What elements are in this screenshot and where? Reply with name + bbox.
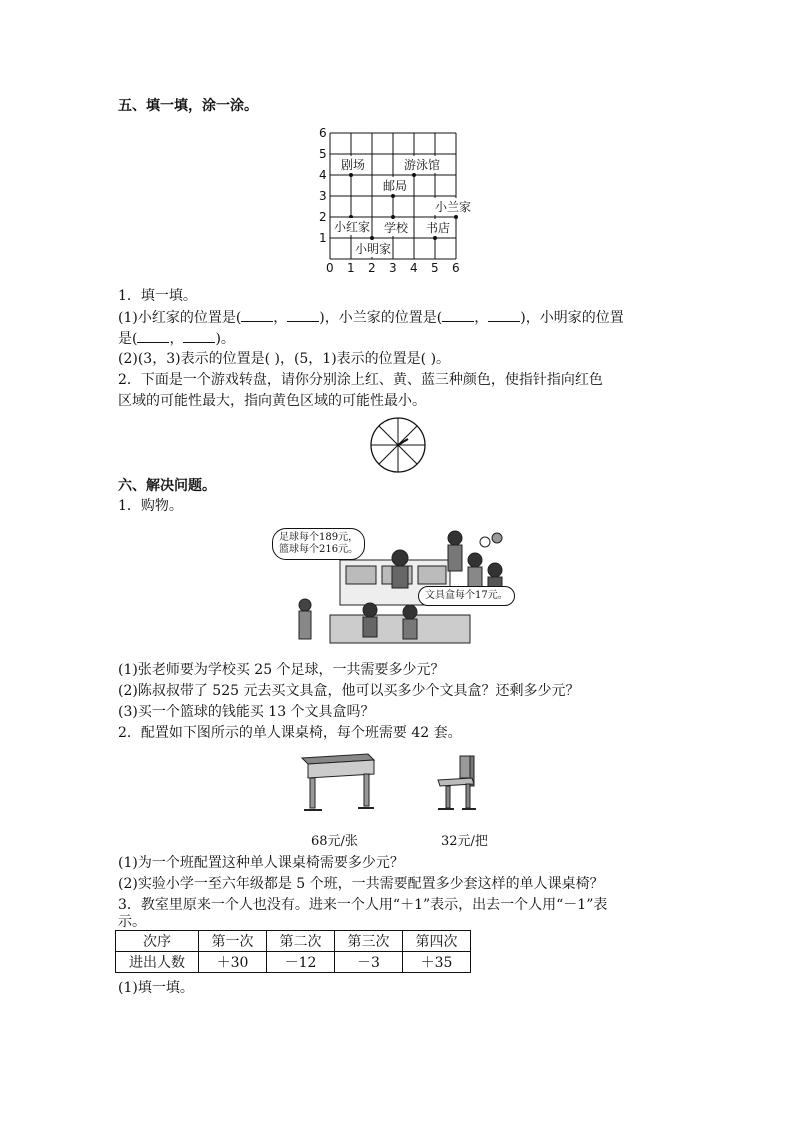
x-tick-0: 0 (326, 261, 334, 275)
section-6-title: 六、解决问题。 (118, 478, 216, 494)
bubble-basketball-price: 篮球每个216元。 (279, 544, 359, 555)
price-bubble-balls (272, 528, 365, 560)
desk-illustration (298, 752, 376, 814)
s5-q1-2: (2)(3，3)表示的位置是( )，(5，1)表示的位置是( )。 (118, 351, 451, 367)
s5-q1-1-c: )，小兰家的位置是( (319, 310, 443, 326)
chair-price: 32元/把 (441, 834, 488, 849)
table-header-cell: 次序 (116, 931, 199, 952)
s6-q3-line2: 示。 (118, 914, 146, 930)
blank-xiaoming-y[interactable] (183, 328, 215, 343)
s5-q1-1-line2 (118, 328, 235, 349)
place-pool: 游泳馆 (404, 158, 441, 172)
table-cell: －3 (335, 952, 403, 973)
x-tick-3: 3 (389, 261, 397, 275)
shopping-scene (270, 520, 522, 650)
s6-q1-title: 1．购物。 (118, 498, 183, 514)
s5-q1-1-f: )。 (215, 331, 235, 347)
place-school: 学校 (384, 221, 409, 235)
s5-q1-1-a: (1)小红家的位置是( (118, 310, 242, 326)
place-xiaolan: 小兰家 (435, 200, 472, 214)
s5-q1-1-d: )，小明家的位置 (520, 310, 624, 326)
price-bubble-pencilbox (418, 586, 515, 606)
s5-q2-line2: 区域的可能性最大，指向黄色区域的可能性最小。 (118, 393, 426, 409)
table-cell: ＋35 (403, 952, 471, 973)
coordinate-grid (310, 125, 490, 280)
blank-xiaohong-x[interactable] (241, 307, 273, 322)
table-header-row (116, 931, 471, 952)
x-tick-6: 6 (452, 261, 460, 275)
bubble-football-price: 足球每个189元， (279, 532, 359, 543)
place-xiaoming: 小明家 (355, 242, 392, 256)
table-header-cell: 第三次 (335, 931, 403, 952)
s6-q2-1: (1)为一个班配置这种单人课桌椅需要多少元？ (118, 855, 404, 871)
s6-q3-line1: 3．教室里原来一个人也没有。进来一个人用“＋1”表示，出去一个人用“－1”表 (118, 897, 608, 913)
y-tick-5: 5 (319, 147, 327, 161)
s6-q3-1: (1)填一填。 (118, 980, 194, 996)
s5-q1-1-line1 (118, 307, 624, 328)
y-tick-1: 1 (319, 231, 327, 245)
section-5-title: 五、填一填，涂一涂。 (118, 98, 258, 114)
bubble-pencilbox-price: 文具盒每个17元。 (425, 590, 508, 601)
s6-q1-1: (1)张老师要为学校买 25 个足球，一共需要多少元？ (118, 662, 445, 678)
comma: ， (273, 310, 288, 326)
blank-xiaoming-x[interactable] (137, 328, 169, 343)
spinner-wheel[interactable] (368, 415, 428, 475)
y-tick-6: 6 (319, 126, 327, 140)
people-count-table (115, 930, 471, 973)
chair-illustration (432, 752, 482, 814)
table-header-cell: 第二次 (267, 931, 335, 952)
table-cell: ＋30 (199, 952, 267, 973)
y-tick-3: 3 (319, 189, 327, 203)
y-tick-4: 4 (319, 168, 327, 182)
place-theater: 剧场 (341, 158, 366, 172)
s6-q1-3: (3)买一个篮球的钱能买 13 个文具盒吗？ (118, 704, 375, 720)
s6-q1-2: (2)陈叔叔带了 525 元去买文具盒，他可以买多少个文具盒？还剩多少元？ (118, 683, 580, 699)
table-cell: 进出人数 (116, 952, 199, 973)
comma: ， (169, 331, 184, 347)
s5-q1-title: 1．填一填。 (118, 288, 197, 304)
blank-xiaohong-y[interactable] (287, 307, 319, 322)
x-tick-1: 1 (347, 261, 355, 275)
desk-price: 68元/张 (311, 834, 358, 849)
place-post: 邮局 (383, 179, 408, 193)
x-tick-5: 5 (431, 261, 439, 275)
s6-q2-2: (2)实验小学一至六年级都是 5 个班，一共需要配置多少套这样的单人课桌椅？ (118, 876, 604, 892)
blank-xiaolan-x[interactable] (442, 307, 474, 322)
place-xiaohong: 小红家 (334, 220, 371, 234)
x-tick-2: 2 (368, 261, 376, 275)
comma: ， (474, 310, 489, 326)
s6-q2-title: 2．配置如下图所示的单人课桌椅，每个班需要 42 套。 (118, 725, 462, 741)
table-cell: －12 (267, 952, 335, 973)
s5-q2-line1: 2．下面是一个游戏转盘，请你分别涂上红、黄、蓝三种颜色，使指针指向红色 (118, 372, 603, 388)
table-header-cell: 第一次 (199, 931, 267, 952)
s5-q1-1-e: 是( (118, 331, 138, 347)
place-bookstore: 书店 (426, 221, 451, 235)
table-row (116, 952, 471, 973)
y-tick-2: 2 (319, 210, 327, 224)
blank-xiaolan-y[interactable] (488, 307, 520, 322)
x-tick-4: 4 (410, 261, 418, 275)
table-header-cell: 第四次 (403, 931, 471, 952)
